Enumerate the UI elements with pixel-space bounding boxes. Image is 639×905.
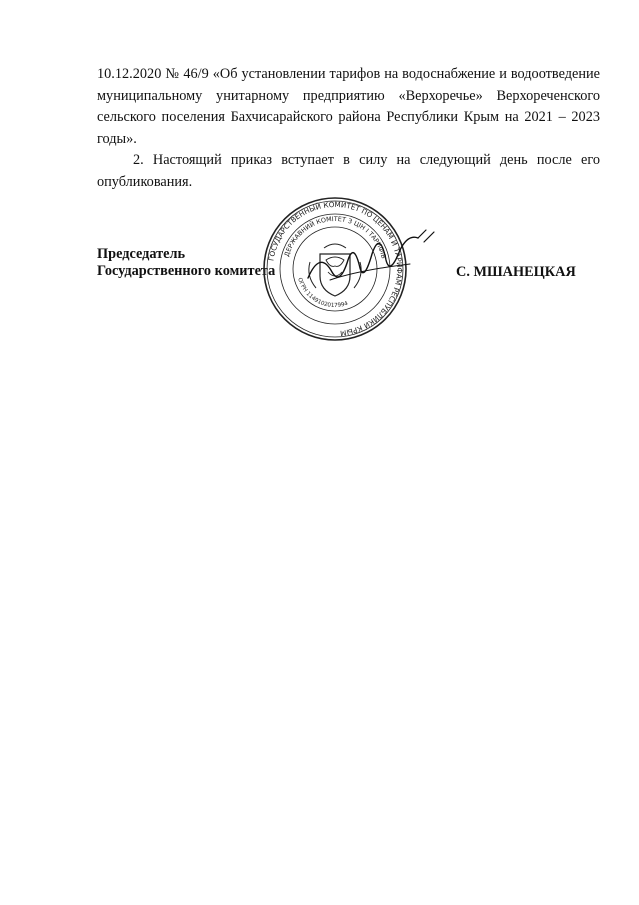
stamp-outer-text: ГОСУДАРСТВЕННЫЙ КОМИТЕТ ПО ЦЕНАМ И ТАРИФАМ РЕСПУБЛИКИ КРЫМ xyxy=(266,199,405,338)
signatory-name: С. МШАНЕЦКАЯ xyxy=(456,264,576,280)
signatory-title-line2: Государственного комитета xyxy=(97,263,276,279)
signatory-title xyxy=(97,246,275,280)
stamp-id-text: ОГРН 1149102017994 xyxy=(296,277,349,310)
paragraph-order-reference: 10.12.2020 № 46/9 «Об установлении тарифов на водоснабжение и водоотведение муниципальному унитарному предприятию «Верхоречье» Верхореченского сельского поселения Бахчисарайского района Республики Крым на 2021 – 2023 годы». xyxy=(97,66,600,147)
document-body xyxy=(97,64,600,193)
handwritten-signature xyxy=(290,220,440,300)
paragraph-effective-date: 2. Настоящий приказ вступает в силу на следующий день после его опубликования. xyxy=(97,152,600,190)
stamp-inner-text: ДЕРЖАВНИЙ КОМІТЕТ З ЦІН І ТАРИФІВ xyxy=(282,214,388,260)
signatory-title-line1: Председатель xyxy=(97,246,186,262)
